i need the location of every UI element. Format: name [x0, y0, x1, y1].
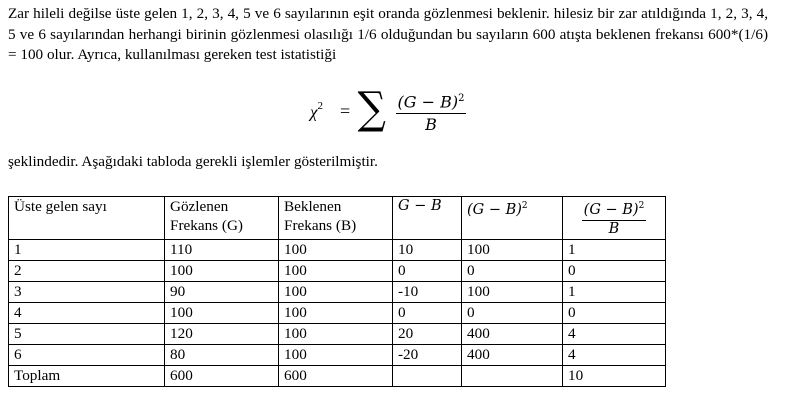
table-cell: 5 — [9, 323, 165, 344]
table-cell: 100 — [462, 239, 563, 260]
table-row — [9, 365, 666, 386]
table-cell: 100 — [279, 281, 393, 302]
table-cell: 1 — [563, 281, 666, 302]
sum-symbol: ∑ — [357, 83, 386, 134]
table-cell: 90 — [165, 281, 279, 302]
table-cell: -10 — [393, 281, 462, 302]
table-cell: 0 — [393, 260, 462, 281]
formula-chi: $\chi^2$ — [310, 100, 323, 122]
table-row — [9, 239, 666, 260]
chi-square-table — [8, 196, 666, 387]
table-cell: 4 — [563, 344, 666, 365]
table-cell: 0 — [563, 302, 666, 323]
table-cell: 10 — [393, 239, 462, 260]
header-cell: Üste gelen sayı — [9, 197, 165, 240]
table-cell: 100 — [279, 239, 393, 260]
header-cell: Gözlenen Frekans (G) — [165, 197, 279, 240]
table-cell: 4 — [9, 302, 165, 323]
table-cell: 0 — [563, 260, 666, 281]
table-intro-text: şeklindedir. Aşağıdaki tabloda gerekli işlemler gösterilmiştir. — [8, 153, 378, 170]
table-cell: Toplam — [9, 365, 165, 386]
table-cell: 1 — [9, 239, 165, 260]
header-cell: $(G - B)^2$ — [462, 197, 563, 240]
table-cell: 600 — [279, 365, 393, 386]
table-cell — [462, 365, 563, 386]
table-cell: 100 — [462, 281, 563, 302]
table-cell: 4 — [563, 323, 666, 344]
table-cell: 10 — [563, 365, 666, 386]
table-row — [9, 302, 666, 323]
table-cell — [393, 365, 462, 386]
table-row — [9, 323, 666, 344]
table-cell: 100 — [279, 302, 393, 323]
table-cell: -20 — [393, 344, 462, 365]
table-cell: 20 — [393, 323, 462, 344]
table-cell: 120 — [165, 323, 279, 344]
intro-paragraph: Zar hileli değilse üste gelen 1, 2, 3, 4, 5 ve 6 sayılarının eşit oranda gözlenmesi beklenir. hilesiz bir zar atıldığında 1, 2, 3, 4, 5 ve 6 sayılarından herhangi birinin gözlenmesi olasılığı 1/6 olduğundan bu sayıların 600 atışta beklenen frekansı 600*(1/6) = 100 olur. Ayrıca, kullanılması gereken test istatistiği — [8, 5, 768, 63]
formula-denominator: B — [425, 115, 437, 135]
table-cell: 100 — [279, 260, 393, 281]
table-cell: 0 — [393, 302, 462, 323]
table-cell: 0 — [462, 260, 563, 281]
formula-numerator: $(G - B)^2$ — [396, 88, 466, 114]
table-row — [9, 344, 666, 365]
table-cell: 110 — [165, 239, 279, 260]
table-cell: 100 — [279, 323, 393, 344]
table-cell: 2 — [9, 260, 165, 281]
table-header-row — [9, 197, 666, 240]
table-cell: 0 — [462, 302, 563, 323]
table-cell: 6 — [9, 344, 165, 365]
chi-square-formula — [310, 83, 510, 136]
header-cell: G − B — [393, 197, 462, 240]
formula-equals: = — [340, 101, 351, 121]
table-cell: 100 — [165, 260, 279, 281]
table-cell: 100 — [279, 344, 393, 365]
header-cell: Beklenen Frekans (B) — [279, 197, 393, 240]
table-row — [9, 281, 666, 302]
table-cell: 80 — [165, 344, 279, 365]
header-cell: $\frac{(G - B)^2}{B}$ — [563, 197, 666, 240]
table-row — [9, 260, 666, 281]
table-cell: 3 — [9, 281, 165, 302]
formula-fraction — [396, 88, 466, 136]
table-cell: 400 — [462, 344, 563, 365]
table-cell: 100 — [165, 302, 279, 323]
table-cell: 600 — [165, 365, 279, 386]
table-cell: 400 — [462, 323, 563, 344]
table-cell: 1 — [563, 239, 666, 260]
